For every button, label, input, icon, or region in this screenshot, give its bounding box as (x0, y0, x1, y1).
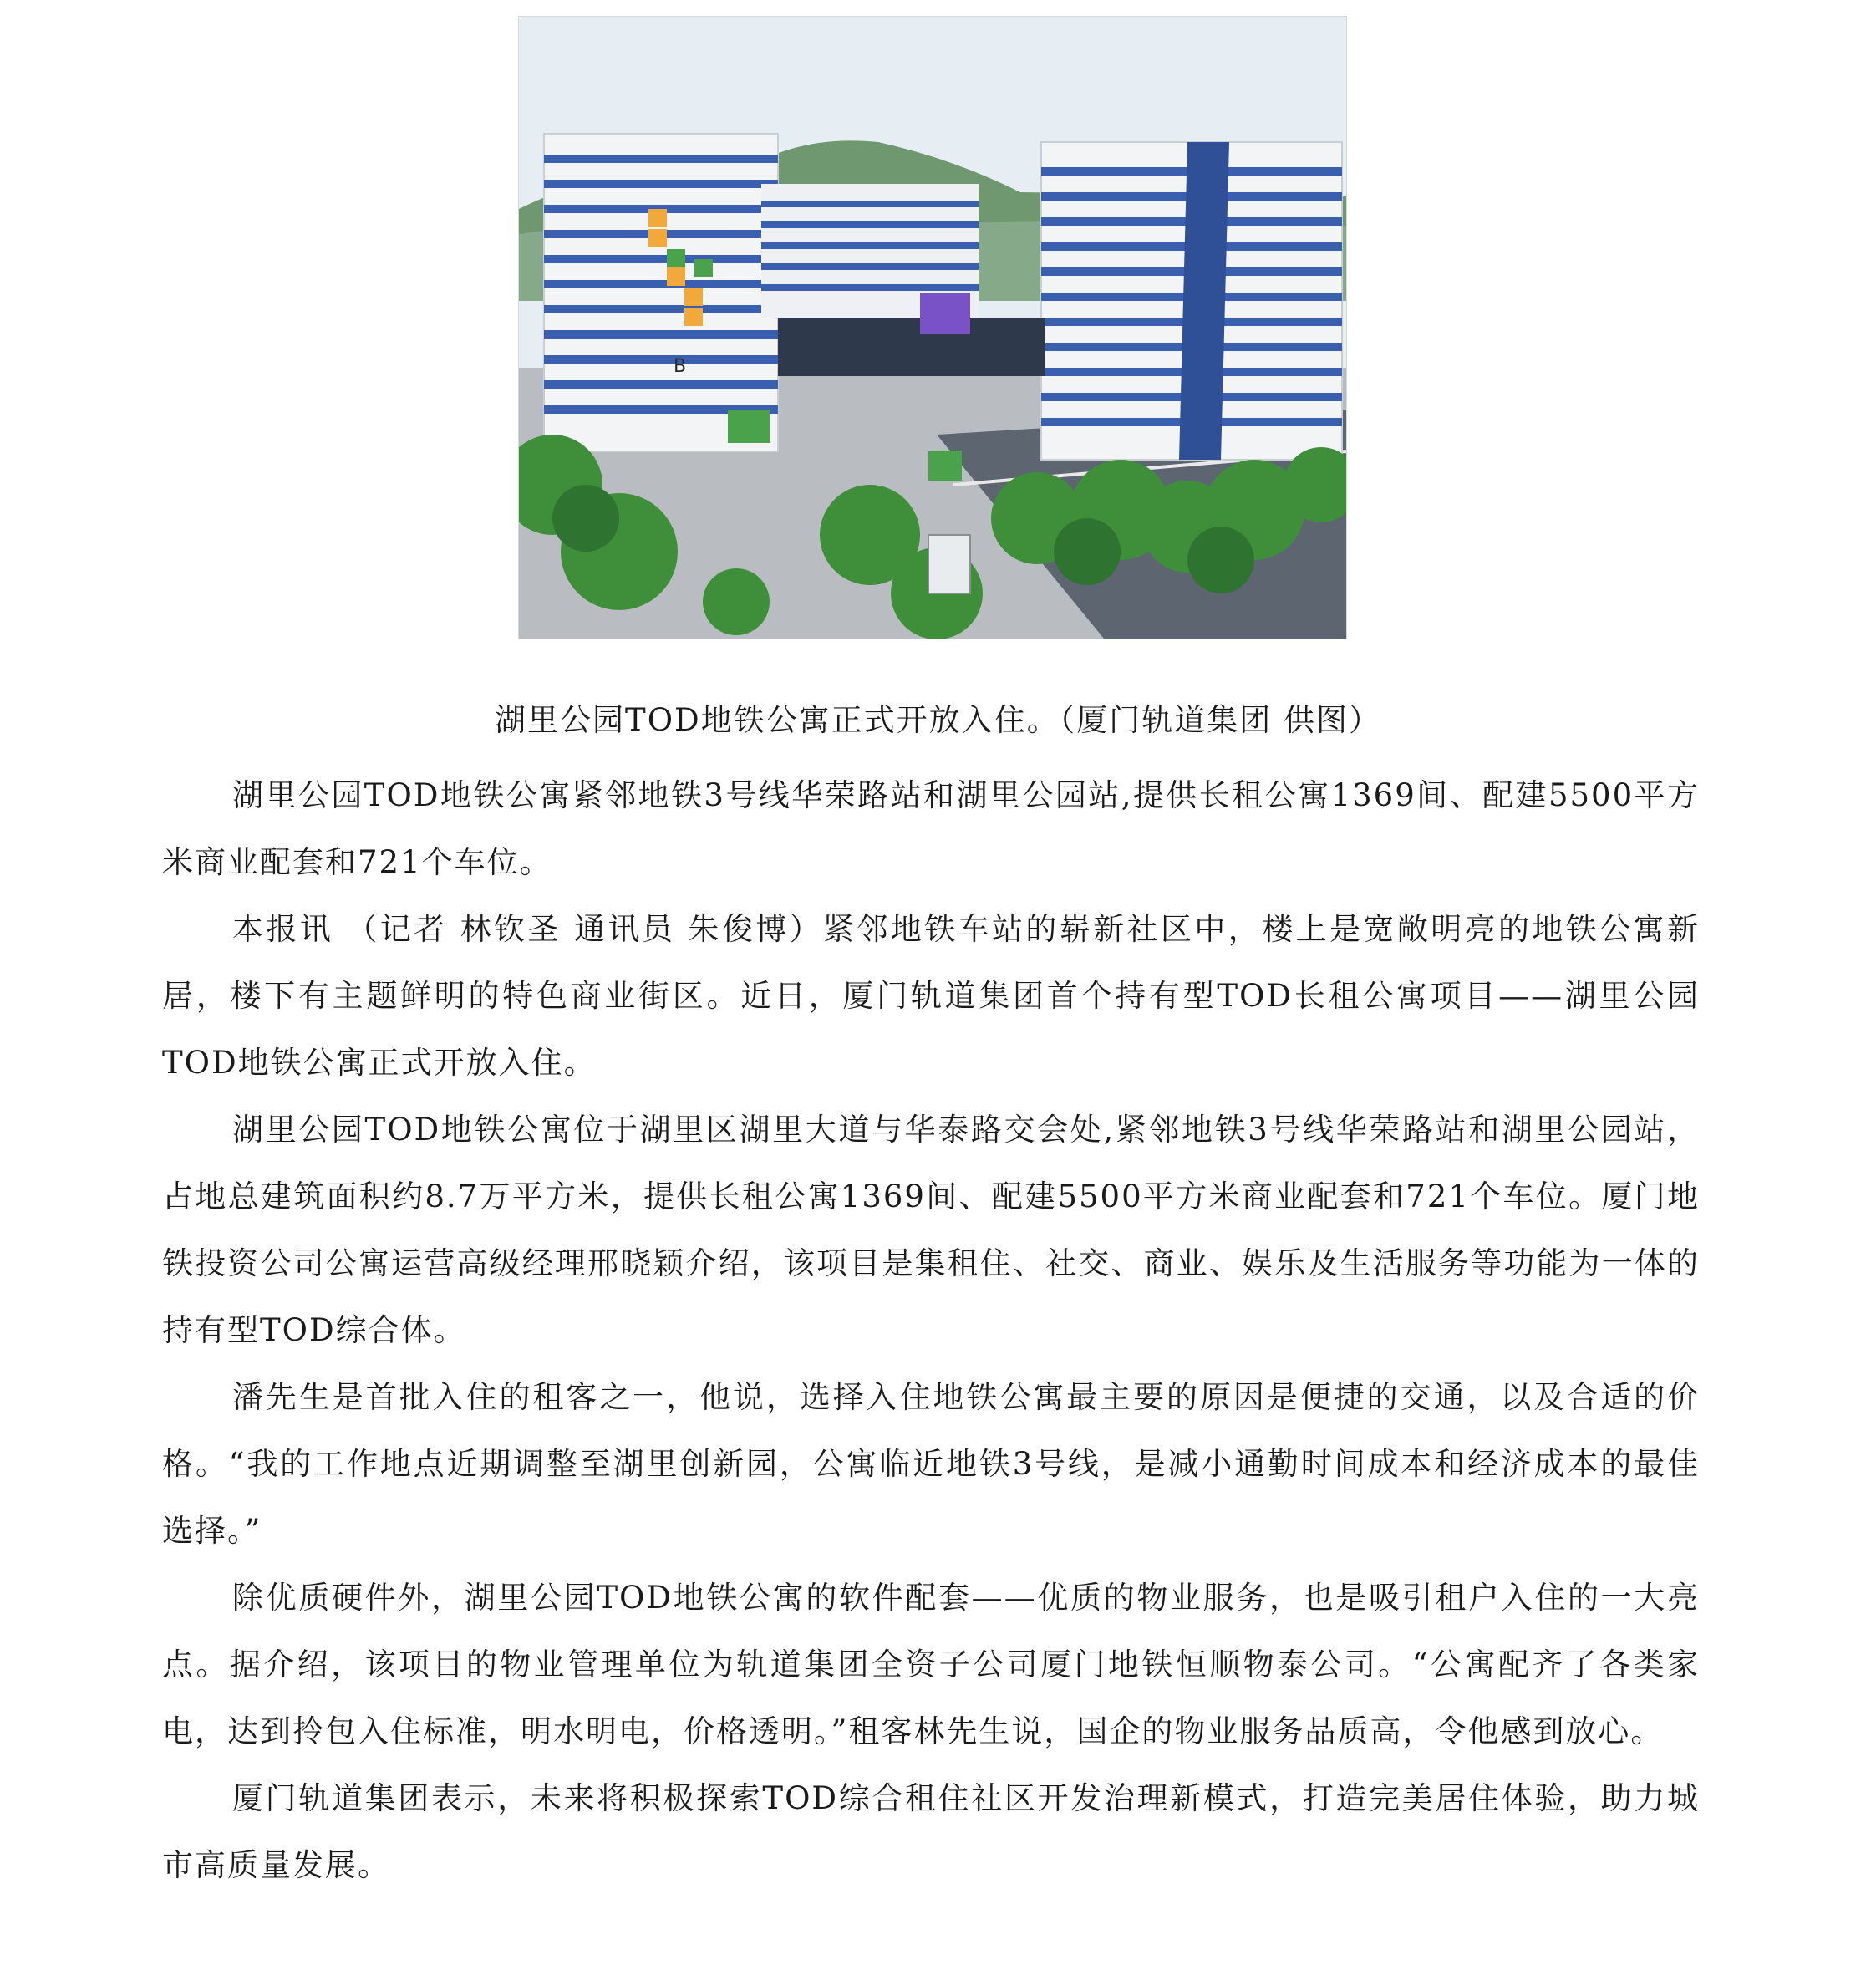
building-letter: B (674, 356, 687, 377)
article-paragraph: 本报讯 （记者 林钦圣 通讯员 朱俊博）紧邻地铁车站的崭新社区中，楼上是宽敞明亮的地铁公寓新居，楼下有主题鲜明的特色商业街区。近日，厦门轨道集团首个持有型TOD长租公寓项目——湖里公园TOD地铁公寓正式开放入住。 (162, 911, 1700, 1081)
article-paragraph: 潘先生是首批入住的租客之一，他说，选择入住地铁公寓最主要的原因是便捷的交通，以及合适的价格。“我的工作地点近期调整至湖里创新园，公寓临近地铁3号线，是减小通勤时间成本和经济成本的最佳选择。” (162, 1379, 1700, 1549)
article-paragraph: 湖里公园TOD地铁公寓紧邻地铁3号线华荣路站和湖里公园站,提供长租公寓1369间、配建5500平方米商业配套和721个车位。 (162, 777, 1700, 880)
article-paragraph: 湖里公园TOD地铁公寓位于湖里区湖里大道与华泰路交会处,紧邻地铁3号线华荣路站和湖里公园站，占地总建筑面积约8.7万平方米，提供长租公寓1369间、配建5500平方米商业配套和721个车位。厦门地铁投资公司公寓运营高级经理邢晓颖介绍，该项目是集租住、社交、商业、娱乐及生活服务等功能为一体的持有型TOD综合体。 (162, 1112, 1700, 1348)
article-body (162, 762, 1700, 1899)
photo-aerial-apartment-buildings-icon (519, 17, 1346, 639)
photo-caption: 湖里公园TOD地铁公寓正式开放入住。（厦门轨道集团 供图） (495, 702, 1381, 738)
article-paragraph: 除优质硬件外，湖里公园TOD地铁公寓的软件配套——优质的物业服务，也是吸引租户入住的一大亮点。据介绍，该项目的物业管理单位为轨道集团全资子公司厦门地铁恒顺物泰公司。“公寓配齐了各类家电，达到拎包入住标准，明水明电，价格透明。”租客林先生说，国企的物业服务品质高，令他感到放心。 (162, 1580, 1700, 1749)
news-photo (518, 16, 1347, 639)
article-paragraph: 厦门轨道集团表示，未来将积极探索TOD综合租住社区开发治理新模式，打造完美居住体验，助力城市高质量发展。 (162, 1780, 1700, 1883)
